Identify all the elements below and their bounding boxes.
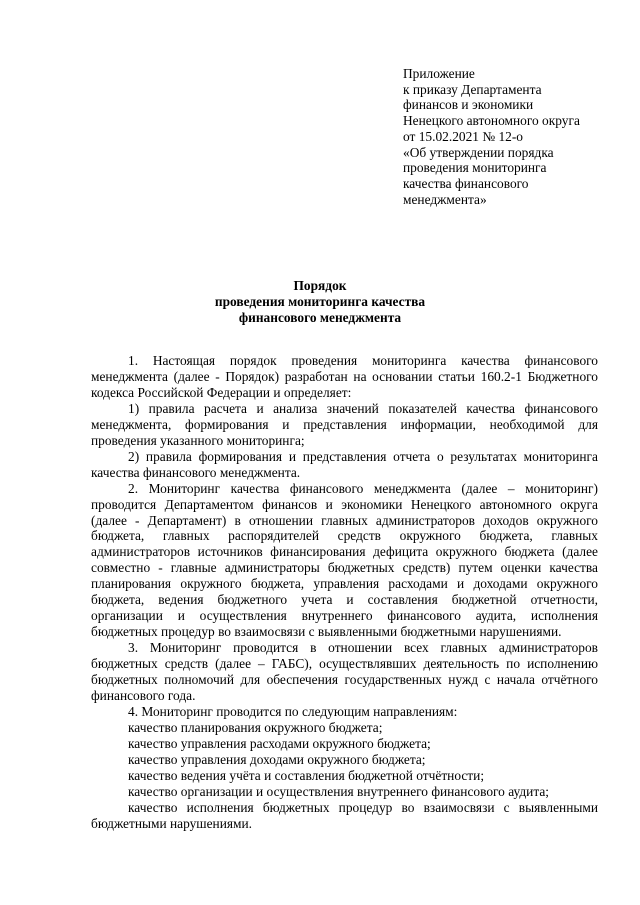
appendix-line: Приложение [403,66,475,81]
paragraph-1-item-1: 1) правила расчета и анализа значений показателей качества финансового менеджмента, формирования и представления информации, необходимой для проведения указанного мониторинга; [91,400,598,448]
appendix-line: менеджмента» [403,191,487,207]
paragraph-1-item-2: 2) правила формирования и представления отчета о результатах мониторинга качества финансового менеджмента. [91,448,598,480]
title-line: проведения мониторинга качества [214,294,426,309]
paragraph-2: 2. Мониторинг качества финансового менеджмента (далее – мониторинг) проводится Департаментом финансов и экономики Ненецкого автономного округа (далее - Департамент) в отношении главных администраторов доходов окружного бюджета, главных распорядителей средств окружного бюджета, главных администраторов источников финансирования дефицита окружного бюджета (далее совместно - главные администраторы бюджетных средств) путем оценки качества планирования окружного бюджета, управления расходами и доходами окружного бюджета, ведения бюджетного учета и составления бюджетной отчетности, организации и осуществления внутреннего финансового аудита, исполнения бюджетных процедур во взаимосвязи с выявленными бюджетными нарушениями. [91,480,598,640]
direction-item: качество управления расходами окружного бюджета; [128,735,431,751]
title-line: Порядок [293,278,347,293]
direction-item: качество управления доходами окружного бюджета; [128,751,426,767]
document-title [0,278,640,326]
title-line: финансового менеджмента [238,310,402,325]
paragraph-1: 1. Настоящая порядок проведения мониторинга качества финансового менеджмента (далее - Порядок) разработан на основании статьи 160.2-1 Бюджетного кодекса Российской Федерации и определяет: [91,353,598,400]
direction-item: качество организации и осуществления внутреннего финансового аудита; [128,783,549,799]
direction-item: качество планирования окружного бюджета; [128,719,383,735]
appendix-line: проведения мониторинга [403,160,547,176]
document-body [91,353,598,832]
appendix-line: к приказу Департамента [403,81,542,97]
appendix-header [403,66,603,207]
direction-item: качество ведения учёта и составления бюджетной отчётности; [128,767,485,783]
direction-item: качество исполнения бюджетных процедур во взаимосвязи с выявленными бюджетными нарушениями. [91,799,598,831]
paragraph-4: 4. Мониторинг проводится по следующим направлениям: [128,703,458,719]
appendix-line: качества финансового [403,175,529,191]
appendix-line: «Об утверждении порядка [403,144,554,160]
appendix-line: от 15.02.2021 № 12-о [403,128,523,144]
appendix-line: Ненецкого автономного округа [403,113,580,129]
appendix-line: финансов и экономики [403,97,534,113]
paragraph-3: 3. Мониторинг проводится в отношении всех главных администраторов бюджетных средств (далее – ГАБС), осуществлявших деятельность по исполнению бюджетных полномочий для обеспечения государственных нужд с начала отчётного финансового года. [91,640,598,704]
